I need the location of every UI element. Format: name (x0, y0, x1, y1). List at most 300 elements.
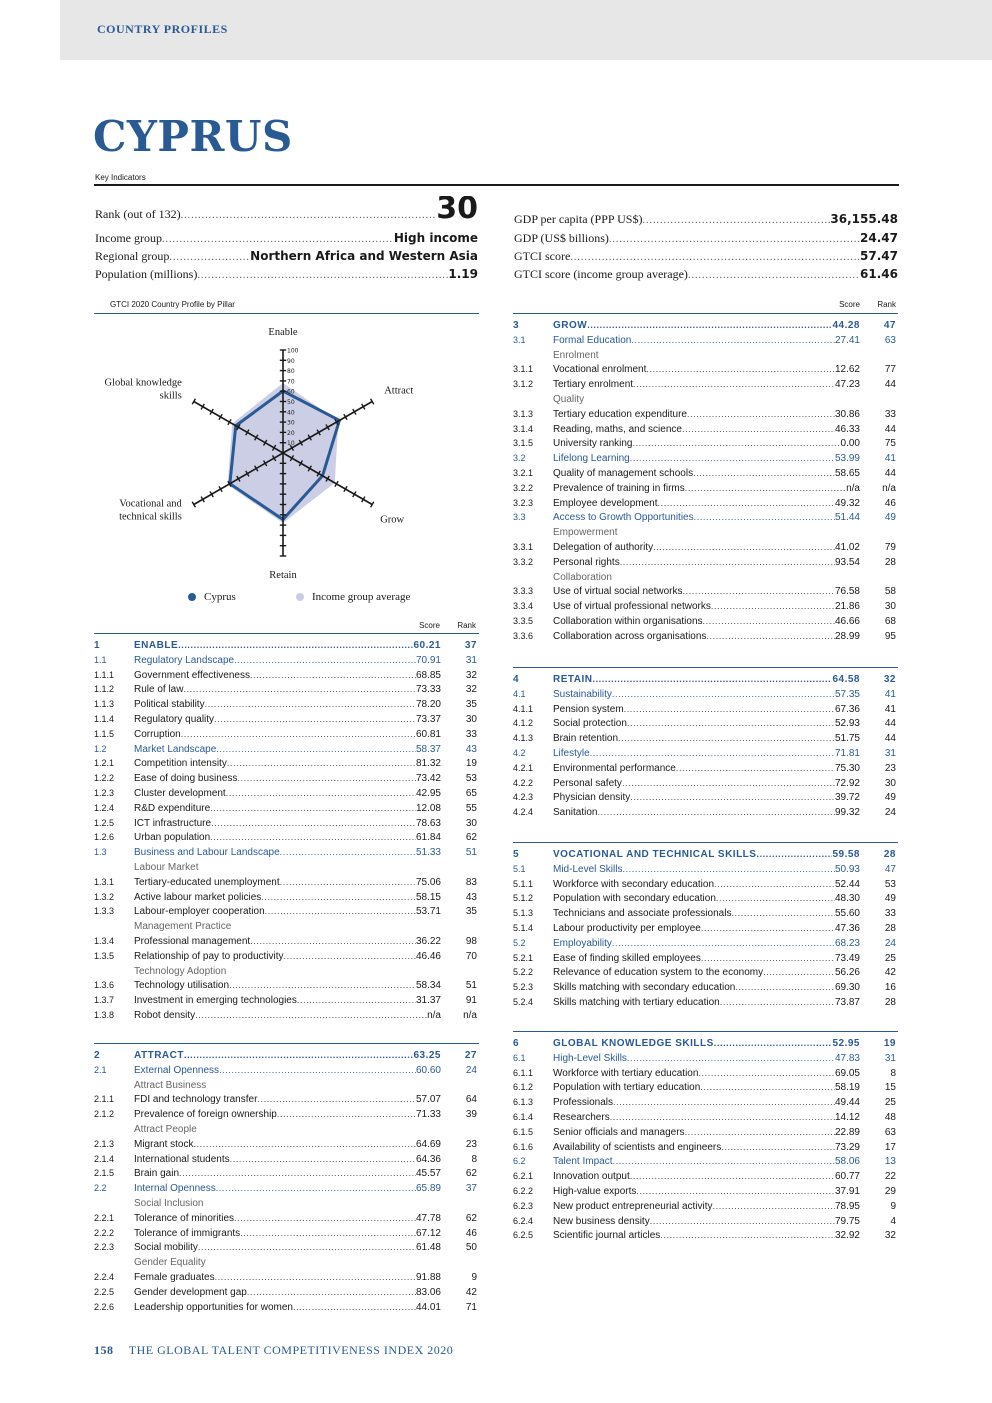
indicator-line (134, 1213, 441, 1224)
indicator-code: 2.2.6 (94, 1301, 115, 1312)
indicator-code: 6.1.6 (513, 1141, 534, 1152)
indicator-line (553, 849, 860, 860)
table-row (513, 953, 898, 968)
tick-label: 60 (287, 388, 295, 396)
indicator-line (553, 379, 860, 390)
leader-dots (211, 818, 416, 828)
indicator-code: 3 (513, 320, 520, 331)
indicator-name: Quality (553, 393, 585, 405)
ki-value: 57.47 (860, 249, 898, 263)
indicator-name: Researchers (553, 1111, 610, 1123)
indicator-line (134, 1242, 441, 1253)
table-row (94, 995, 479, 1010)
indicator-rank: 58 (884, 586, 896, 598)
indicator-code: 3.2.3 (513, 497, 534, 508)
indicator-name: Quality of management schools (553, 467, 694, 479)
table-row (94, 921, 479, 936)
leader-dots (714, 879, 835, 889)
indicator-code: 4.1.3 (513, 733, 534, 744)
table-row (94, 818, 479, 833)
leader-dots (181, 210, 437, 221)
indicator-name: Environmental performance (553, 762, 676, 774)
leader-dots (216, 744, 416, 754)
indicator-name: R&D expenditure (134, 802, 211, 814)
leader-dots (685, 1127, 835, 1137)
indicator-code: 4.1 (513, 688, 526, 699)
caption-rule (94, 313, 479, 314)
indicator-line (134, 744, 441, 755)
table-row (513, 438, 898, 453)
indicator-line (553, 1112, 860, 1123)
indicator-name: Employability (553, 937, 612, 949)
indicator-score: 73.42 (415, 773, 441, 785)
table-row (513, 733, 898, 748)
table-row (513, 778, 898, 793)
table-row (513, 1171, 898, 1186)
ki-value: High income (393, 231, 478, 245)
indicator-rank: 35 (465, 906, 477, 918)
table-row (94, 699, 479, 714)
leader-dots (642, 215, 830, 226)
leader-dots (631, 335, 835, 345)
indicator-code: 2.2.3 (94, 1242, 115, 1253)
indicator-score: 47.83 (834, 1052, 860, 1064)
indicator-line (553, 527, 860, 538)
ki-gdp-row (514, 231, 898, 246)
indicator-name: Regulatory quality (134, 713, 215, 725)
table-row (513, 364, 898, 379)
leader-dots (701, 953, 835, 963)
indicator-score: 48.30 (834, 893, 860, 905)
table-row (94, 1065, 479, 1080)
tick-label: 70 (287, 378, 295, 386)
indicator-line (553, 394, 860, 405)
indicator-name: Tolerance of immigrants (134, 1227, 241, 1239)
indicator-line (553, 763, 860, 774)
indicator-code: 1 (94, 640, 101, 651)
indicator-name: Sustainability (553, 688, 612, 700)
indicator-code: 3.3.5 (513, 615, 534, 626)
indicator-score: 59.58 (832, 849, 860, 860)
indicator-name: Labour Market (134, 861, 199, 873)
table-row (513, 1230, 898, 1245)
table-row (94, 773, 479, 788)
indicator-code: 1.1 (94, 654, 107, 665)
table-row (513, 512, 898, 527)
indicator-score: 61.84 (415, 832, 441, 844)
leader-dots (250, 936, 416, 946)
indicator-rank: 24 (884, 807, 896, 819)
indicator-name: ATTRACT (134, 1050, 184, 1061)
right-col-headers (820, 300, 896, 309)
indicator-name: Collaboration (553, 571, 612, 583)
indicator-name: Pension system (553, 703, 624, 715)
table-row (513, 938, 898, 953)
indicator-line (134, 847, 441, 858)
indicator-score: 47.36 (834, 922, 860, 934)
indicator-rank: 30 (884, 601, 896, 613)
indicator-name: Professional management (134, 935, 251, 947)
leader-dots (181, 729, 416, 739)
indicator-line (134, 684, 441, 695)
indicator-rank: 65 (465, 787, 477, 799)
indicator-code: 6.1.2 (513, 1082, 534, 1093)
table-row (513, 1097, 898, 1112)
indicator-rank: 32 (465, 684, 477, 696)
indicator-score: 60.21 (413, 640, 441, 651)
table-row (94, 1257, 479, 1272)
indicator-score: 69.05 (834, 1067, 860, 1079)
indicator-score: 46.33 (834, 423, 860, 435)
table-rule (94, 1043, 479, 1044)
indicator-rank: 44 (884, 718, 896, 730)
leader-dots (247, 1287, 416, 1297)
indicator-score: 73.87 (834, 996, 860, 1008)
indicator-code: 1.2 (94, 743, 107, 754)
table-row (94, 980, 479, 995)
indicator-line (553, 572, 860, 583)
indicator-rank: 30 (884, 777, 896, 789)
indicator-line (134, 980, 441, 991)
indicator-rank: 77 (884, 364, 896, 376)
indicator-rank: 47 (884, 863, 896, 875)
table-rule (513, 313, 898, 314)
country-title: CYPRUS (93, 112, 293, 161)
indicator-rank: 51 (465, 847, 477, 859)
leader-dots (682, 424, 835, 434)
indicator-line (134, 1080, 441, 1091)
indicator-rank: 9 (890, 1200, 896, 1212)
indicator-line (134, 1287, 441, 1298)
legend-swatch (188, 593, 196, 601)
indicator-name: Tolerance of minorities (134, 1212, 235, 1224)
indicator-score: 64.58 (832, 674, 860, 685)
ki-population-row (95, 267, 478, 282)
axis-label: Vocational and technical skills (119, 498, 182, 523)
indicator-line (553, 938, 860, 949)
table-row (513, 849, 898, 864)
indicator-name: Mid-Level Skills (553, 863, 623, 875)
legend-label: Income group average (312, 591, 411, 603)
table-row (513, 893, 898, 908)
indicator-rank: 31 (884, 747, 896, 759)
leader-dots (694, 512, 835, 522)
indicator-rank: 91 (465, 995, 477, 1007)
leader-dots (703, 616, 835, 626)
indicator-score: 36.22 (415, 935, 441, 947)
leader-dots (700, 1082, 835, 1092)
indicator-line (553, 997, 860, 1008)
leader-dots (698, 1068, 835, 1078)
indicator-rank: 33 (465, 728, 477, 740)
leader-dots (592, 674, 832, 684)
table-row (513, 674, 898, 689)
indicator-score: 53.71 (415, 906, 441, 918)
leader-dots (210, 803, 416, 813)
indicator-line (134, 640, 441, 651)
leader-dots (714, 1038, 833, 1048)
indicator-code: 6.2.2 (513, 1185, 534, 1196)
leader-dots (293, 1302, 416, 1312)
table-row (513, 1142, 898, 1157)
indicator-line (134, 1050, 441, 1061)
key-indicators-label: Key Indicators (95, 173, 146, 182)
indicator-line (553, 733, 860, 744)
indicator-line (553, 807, 860, 818)
indicator-line (134, 966, 441, 977)
indicator-rank: 62 (465, 832, 477, 844)
table-row (513, 997, 898, 1012)
indicator-code: 2.1.1 (94, 1094, 115, 1105)
indicator-score: 58.37 (415, 743, 441, 755)
indicator-code: 6.2.3 (513, 1200, 534, 1211)
indicator-name: Technology utilisation (134, 980, 230, 992)
indicator-name: Employee development (553, 497, 658, 509)
indicator-name: Personal rights (553, 556, 620, 568)
indicator-name: Rule of law (134, 684, 184, 696)
table-row (513, 542, 898, 557)
indicator-rank: n/a (882, 482, 896, 494)
indicator-code: 1.3.7 (94, 995, 115, 1006)
table-row (94, 1168, 479, 1183)
indicator-code: 3.1.3 (513, 408, 534, 419)
indicator-line (134, 1228, 441, 1239)
indicator-line (553, 498, 860, 509)
indicator-name: Brain retention (553, 733, 619, 745)
table-row (513, 394, 898, 409)
table-row (94, 803, 479, 818)
tick-label: 30 (287, 419, 295, 427)
leader-dots (624, 704, 835, 714)
indicator-rank: 42 (884, 967, 896, 979)
indicator-score: 73.29 (834, 1141, 860, 1153)
table-row (513, 689, 898, 704)
table-row (94, 655, 479, 670)
indicator-rank: 23 (465, 1138, 477, 1150)
table-row (513, 1216, 898, 1231)
indicator-line (134, 818, 441, 829)
indicator-line (134, 1139, 441, 1150)
leader-dots (683, 586, 835, 596)
indicator-name: Cluster development (134, 787, 226, 799)
indicator-score: 49.44 (834, 1097, 860, 1109)
indicator-name: Technicians and associate professionals (553, 908, 732, 920)
indicator-code: 2.1.2 (94, 1109, 115, 1120)
indicator-code: 3.1.4 (513, 423, 534, 434)
indicator-name: High-value exports (553, 1185, 637, 1197)
indicator-name: New product entrepreneurial activity (553, 1200, 713, 1212)
table-row (94, 1154, 479, 1169)
indicator-code: 1.1.2 (94, 684, 115, 695)
indicator-score: 51.44 (834, 512, 860, 524)
indicator-rank: 32 (883, 674, 896, 685)
leader-dots (193, 1139, 416, 1149)
indicator-code: 3.3.1 (513, 541, 534, 552)
ki-region-row (95, 249, 478, 264)
table-row (94, 1183, 479, 1198)
indicator-name: Reading, maths, and science (553, 423, 682, 435)
indicator-rank: 39 (465, 1109, 477, 1121)
indicator-code: 2.2 (94, 1183, 107, 1194)
indicator-name: Sanitation (553, 807, 598, 819)
leader-dots (184, 1050, 413, 1060)
indicator-name: Use of virtual professional networks (553, 601, 711, 613)
indicator-line (553, 792, 860, 803)
table-row (513, 631, 898, 646)
legend-swatch (296, 593, 304, 601)
indicator-score: 73.37 (415, 713, 441, 725)
ki-label: GTCI score (514, 249, 571, 263)
ki-label: Income group (95, 231, 162, 245)
indicator-rank: 23 (884, 762, 896, 774)
table-row (94, 1124, 479, 1139)
ki-label: GTCI score (income group average) (514, 267, 688, 281)
table-row (513, 1186, 898, 1201)
indicator-score: 41.02 (834, 541, 860, 553)
indicator-code: 6.1.4 (513, 1111, 534, 1122)
leader-dots (627, 718, 835, 728)
indicator-rank: 50 (465, 1242, 477, 1254)
indicator-name: Enrolment (553, 349, 599, 361)
indicator-code: 1.1.3 (94, 699, 115, 710)
indicator-score: 49.32 (834, 497, 860, 509)
indicator-line (553, 1142, 860, 1153)
indicator-name: Workforce with tertiary education (553, 1067, 699, 1079)
indicator-score: 58.34 (415, 980, 441, 992)
indicator-name: ICT infrastructure (134, 817, 212, 829)
indicator-code: 4.1.2 (513, 718, 534, 729)
indicator-line (134, 729, 441, 740)
leader-dots (622, 864, 835, 874)
indicator-code: 6.2.5 (513, 1230, 534, 1241)
indicator-score: 68.23 (834, 937, 860, 949)
indicator-line (553, 893, 860, 904)
leader-dots (234, 655, 416, 665)
indicator-code: 5.2.4 (513, 996, 534, 1007)
indicator-rank: 27 (464, 1050, 477, 1061)
indicator-name: Attract People (134, 1123, 197, 1135)
indicator-rank: 33 (884, 408, 896, 420)
pillar-chart-caption: GTCI 2020 Country Profile by Pillar (110, 300, 235, 309)
indicator-rank: 49 (884, 893, 896, 905)
indicator-name: Labour-employer cooperation (134, 906, 265, 918)
indicator-code: 2.1.3 (94, 1138, 115, 1149)
pillar-table (513, 667, 898, 822)
leader-dots (636, 1186, 835, 1196)
indicator-score: 81.32 (415, 758, 441, 770)
indicator-line (553, 923, 860, 934)
table-row (513, 864, 898, 879)
indicator-rank: 31 (465, 654, 477, 666)
ki-label: GDP per capita (PPP US$) (514, 212, 643, 226)
indicator-name: Corruption (134, 728, 181, 740)
indicator-code: 3.3.3 (513, 586, 534, 597)
indicator-rank: 49 (884, 792, 896, 804)
table-row (513, 1038, 898, 1053)
indicator-code: 1.2.6 (94, 832, 115, 843)
leader-dots (693, 468, 835, 478)
indicator-code: 4.2.1 (513, 762, 534, 773)
leader-dots (219, 1065, 416, 1075)
indicator-line (553, 542, 860, 553)
indicator-rank: n/a (463, 1009, 477, 1021)
table-row (94, 1198, 479, 1213)
indicator-line (553, 1082, 860, 1093)
indicator-score: 93.54 (834, 556, 860, 568)
ki-value: Northern Africa and Western Asia (250, 249, 478, 263)
table-row (513, 807, 898, 822)
leader-dots (685, 483, 846, 493)
indicator-score: 56.26 (834, 967, 860, 979)
indicator-line (553, 631, 860, 642)
table-row (513, 1068, 898, 1083)
table-row (94, 670, 479, 685)
table-row (94, 936, 479, 951)
indicator-line (553, 704, 860, 715)
table-row (513, 1082, 898, 1097)
table-row (94, 1287, 479, 1302)
indicator-rank: 44 (884, 733, 896, 745)
indicator-name: Management Practice (134, 921, 232, 933)
indicator-code: 5.2.1 (513, 952, 534, 963)
leader-dots (658, 498, 835, 508)
indicator-line (553, 689, 860, 700)
indicator-name: Social protection (553, 718, 627, 730)
indicator-name: Availability of scientists and engineers (553, 1141, 722, 1153)
indicator-score: 53.99 (834, 453, 860, 465)
leader-dots (650, 1216, 835, 1226)
indicator-score: 78.95 (834, 1200, 860, 1212)
leader-dots (676, 763, 835, 773)
indicator-name: Political stability (134, 699, 205, 711)
table-row (513, 792, 898, 807)
indicator-code: 4.2.2 (513, 777, 534, 788)
leader-dots (570, 252, 860, 263)
indicator-name: Social Inclusion (134, 1197, 204, 1209)
indicator-score: 60.60 (415, 1064, 441, 1076)
indicator-name: Skills matching with secondary education (553, 982, 736, 994)
indicator-code: 5.1.4 (513, 922, 534, 933)
indicator-name: Collaboration within organisations (553, 615, 703, 627)
indicator-score: 99.32 (834, 807, 860, 819)
table-row (513, 718, 898, 733)
pillar-table (94, 1043, 479, 1316)
axis-label: Enable (268, 327, 298, 338)
indicator-rank: 75 (884, 438, 896, 450)
indicator-score: 75.30 (834, 762, 860, 774)
indicator-score: 69.30 (834, 982, 860, 994)
indicator-name: Relevance of education system to the economy (553, 967, 764, 979)
table-row (513, 453, 898, 468)
indicator-code: 6.2 (513, 1156, 526, 1167)
indicator-score: 45.57 (415, 1168, 441, 1180)
table-row (513, 763, 898, 778)
leader-dots (622, 778, 835, 788)
indicator-code: 4.1.1 (513, 703, 534, 714)
indicator-line (553, 364, 860, 375)
leader-dots (265, 906, 416, 916)
table-row (513, 557, 898, 572)
leader-dots (597, 807, 834, 817)
indicator-code: 3.2 (513, 453, 526, 464)
table-row (513, 879, 898, 894)
ki-value: 30 (436, 196, 478, 222)
indicator-line (553, 879, 860, 890)
tick-label: 20 (287, 429, 295, 437)
table-row (513, 923, 898, 938)
indicator-code: 1.3.1 (94, 876, 115, 887)
indicator-code: 1.2.3 (94, 787, 115, 798)
